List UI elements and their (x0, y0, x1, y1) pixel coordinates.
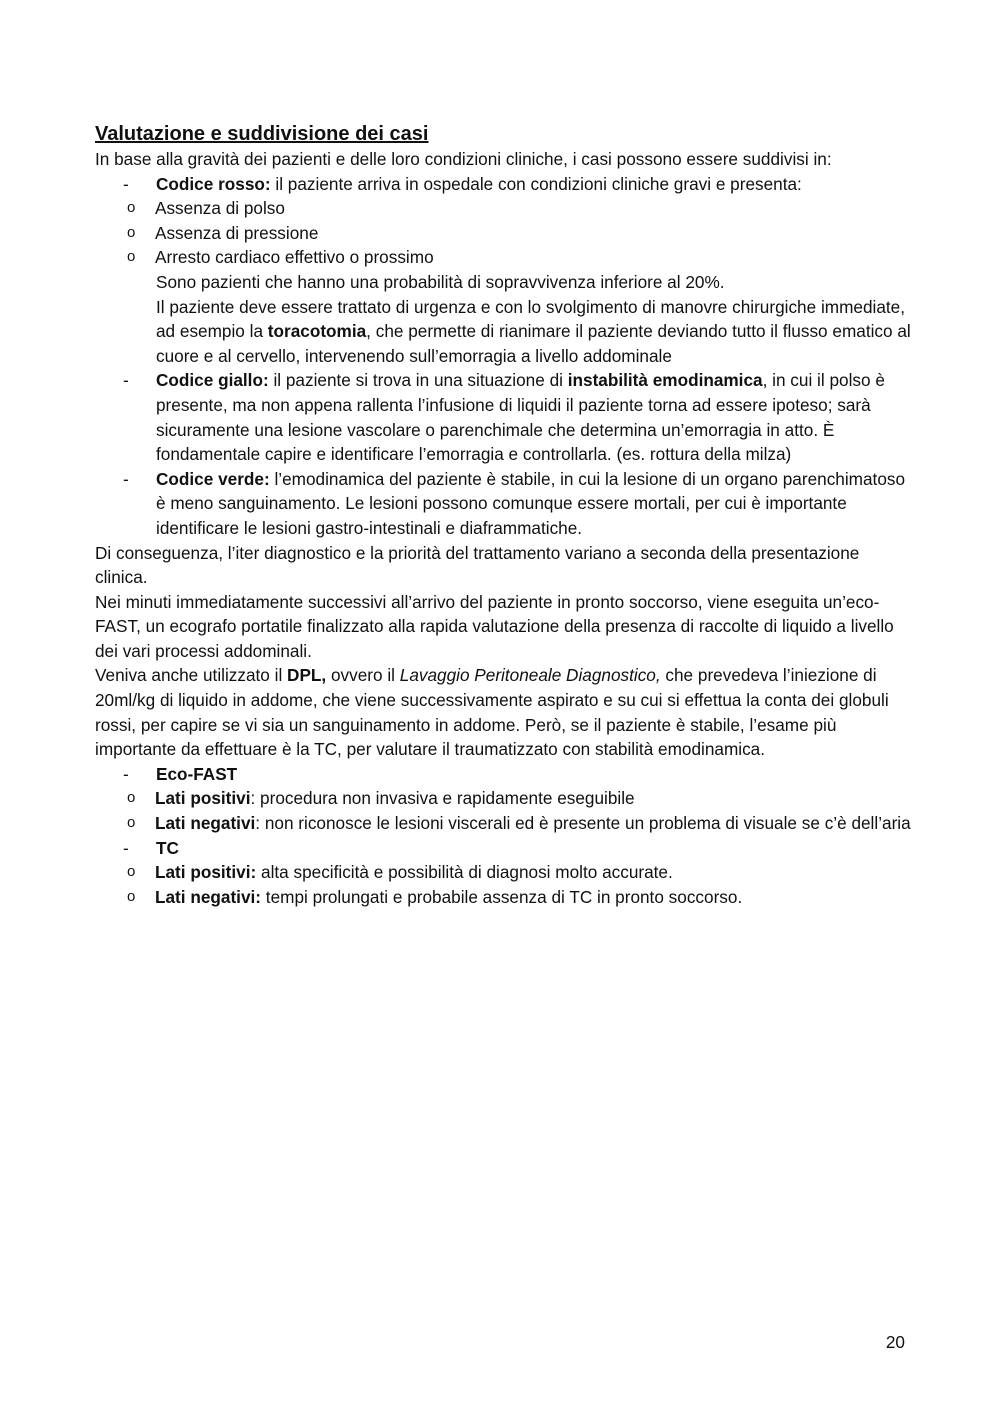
eco-fast-sublist (95, 786, 915, 835)
circle-bullet: o (127, 863, 136, 881)
sub-list-item: o Assenza di pressione (95, 221, 915, 246)
sub-list-item: o Lati negativi: non riconosce le lesioni viscerali ed è presente un problema di visuale se c’è dell’aria (95, 811, 915, 836)
codice-giallo-text: Codice giallo: il paziente si trova in una situazione di instabilità emodinamica, in cui il polso è presente, ma non appena rallenta l’infusione di liquidi il paziente torna ad essere ipoteso; sarà sicuramente una lesione vascolare o parenchimale che determina un’emorragia in atto. È fondamentale capire e identificare l’emorragia e controllarla. (es. rottura della milza) (156, 370, 885, 465)
survival-note: Sono pazienti che hanno una probabilità di sopravvivenza inferiore al 20%. (156, 271, 725, 292)
list-item-codice-verde (95, 467, 915, 541)
dash-bullet: - (123, 173, 129, 194)
sub-list-item: o Assenza di polso (95, 196, 915, 221)
sub-list-item: o Arresto cardiaco effettivo o prossimo (95, 245, 915, 270)
page-content (95, 121, 915, 909)
paragraph-dpl: Veniva anche utilizzato il DPL, ovvero il Lavaggio Peritoneale Diagnostico, che prevedeva l’iniezione di 20ml/kg di liquido in addome, che viene successivamente aspirato e su cui si effettua la conta dei globuli rossi, per capire se vi sia un sanguinamento in addome. Però, se il paziente è stabile, l’esame più importante da effettuare è la TC, per valutare il traumatizzato con stabilità emodinamica. (95, 665, 889, 760)
sub-list-item: o Lati positivi: procedura non invasiva e rapidamente eseguibile (95, 786, 915, 811)
circle-bullet: o (127, 887, 136, 905)
codice-rosso-text: Codice rosso: il paziente arriva in ospedale con condizioni cliniche gravi e presenta: (156, 173, 802, 194)
list-item-codice-rosso (95, 172, 915, 197)
dash-bullet: - (123, 468, 129, 489)
dash-bullet: - (123, 370, 129, 391)
page-number: 20 (885, 1332, 905, 1352)
intro-paragraph: In base alla gravità dei pazienti e delle loro condizioni cliniche, i casi possono essere suddivisi in: (95, 149, 832, 169)
list-item-eco-fast (95, 762, 915, 787)
paragraph-eco-fast: Nei minuti immediatamente successivi all’arrivo del paziente in pronto soccorso, viene eseguita un’eco-FAST, un ecografo portatile finalizzato alla rapida valutazione della presenza di raccolte di liquido a livello dei vari processi addominali. (95, 591, 894, 661)
circle-bullet: o (127, 223, 136, 241)
tc-sublist (95, 860, 915, 909)
circle-bullet: o (127, 199, 136, 217)
section-title: Valutazione e suddivisione dei casi (95, 123, 429, 145)
codice-giallo-label: Codice giallo: (156, 370, 269, 391)
codice-verde-text: Codice verde: l’emodinamica del paziente è stabile, in cui la lesione di un organo parenchimatoso è meno sanguinamento. Le lesioni possono comunque essere mortali, per cui è importante identificare le lesioni gastro-intestinali e diaframmatiche. (156, 468, 906, 538)
codice-rosso-followup (95, 270, 915, 368)
codice-rosso-label: Codice rosso: (156, 173, 271, 194)
dash-bullet: - (123, 837, 129, 858)
circle-bullet: o (127, 814, 136, 832)
eco-fast-label: Eco-FAST (156, 763, 238, 784)
paragraph-iter-diagnostico: Di conseguenza, l’iter diagnostico e la priorità del trattamento variano a seconda della presentazione clinica. (95, 542, 860, 588)
sub-list-item: o Lati positivi: alta specificità e possibilità di diagnosi molto accurate. (95, 860, 915, 885)
treatment-note: Il paziente deve essere trattato di urgenza e con lo svolgimento di manovre chirurgiche immediate, ad esempio la toracotomia, che permette di rianimare il paziente deviando tutto il flusso ematico al cuore e al cervello, intervenendo sull’emorragia a livello addominale (156, 296, 911, 366)
list-item-codice-giallo (95, 368, 915, 466)
circle-bullet: o (127, 248, 136, 266)
circle-bullet: o (127, 789, 136, 807)
list-item-tc (95, 836, 915, 861)
dash-bullet: - (123, 763, 129, 784)
codice-verde-label: Codice verde: (156, 468, 270, 489)
codice-rosso-sublist (95, 196, 915, 270)
tc-label: TC (156, 837, 179, 858)
sub-list-item: o Lati negativi: tempi prolungati e probabile assenza di TC in pronto soccorso. (95, 885, 915, 910)
